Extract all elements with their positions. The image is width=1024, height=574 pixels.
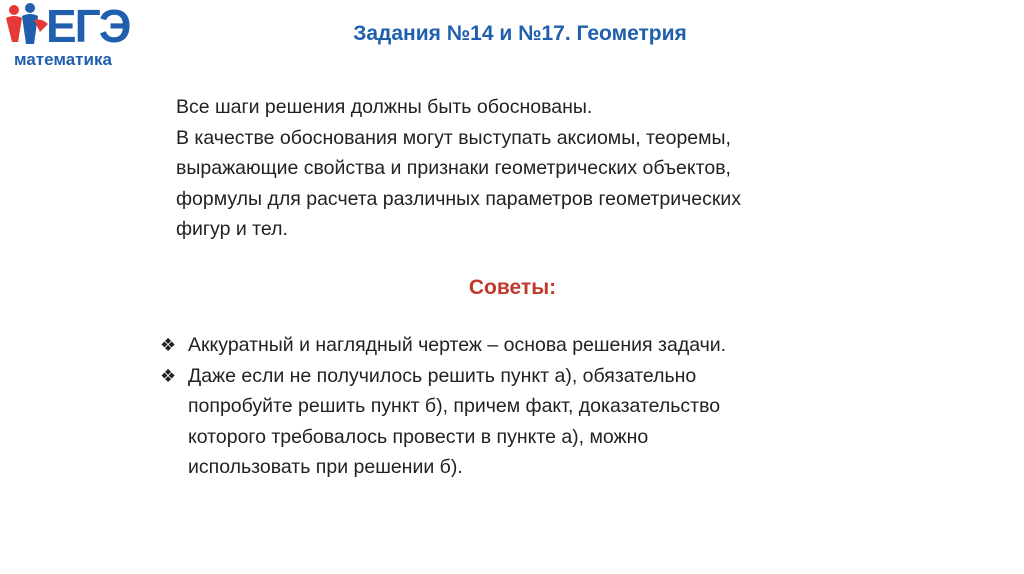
tips-list: [160, 330, 880, 483]
slide-title: Задания №14 и №17. Геометрия: [353, 22, 687, 45]
tip-line: которого требовалось провести в пункте а), можно: [188, 425, 649, 448]
tips-heading: Советы:: [468, 276, 557, 299]
tip-line: использовать при решении б).: [188, 456, 463, 478]
list-item: [160, 330, 880, 361]
tip-line: Даже если не получилось решить пункт а), обязательно: [188, 364, 697, 387]
intro-paragraph: [176, 92, 876, 245]
intro-line: Все шаги решения должны быть обоснованы.: [176, 96, 593, 118]
four-diamond-bullet-icon: ❖: [160, 365, 177, 386]
four-diamond-bullet-icon: ❖: [160, 335, 177, 355]
logo-subject: математика: [14, 50, 112, 69]
intro-line: выражающие свойства и признаки геометрических объектов,: [176, 157, 731, 179]
tip-line: попробуйте решить пункт б), причем факт, доказательство: [188, 395, 721, 417]
tip-line: Аккуратный и наглядный чертеж – основа решения задачи.: [188, 334, 727, 356]
intro-line: В качестве обоснования могут выступать аксиомы, теоремы,: [176, 126, 731, 149]
ege-logo: [4, 2, 154, 74]
intro-line: формулы для расчета различных параметров геометрических: [176, 187, 742, 210]
logo-word: ЕГЭ: [46, 0, 130, 52]
list-item: [160, 361, 880, 483]
ege-people-logo-icon: [4, 2, 52, 50]
intro-line: фигур и тел.: [176, 218, 288, 240]
